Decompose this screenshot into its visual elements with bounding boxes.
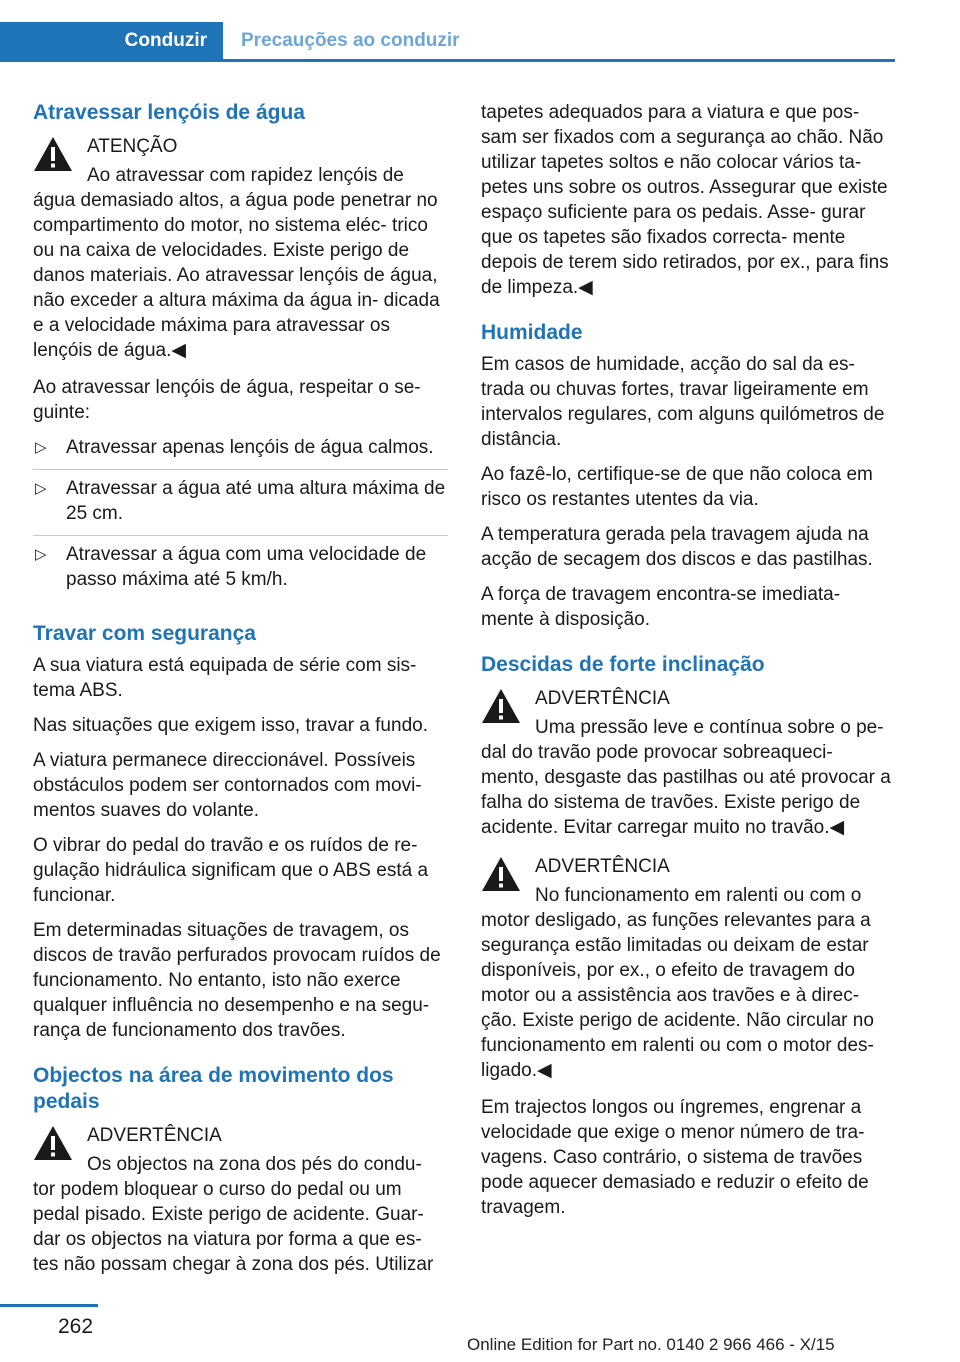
paragraph: A sua viatura está equipada de série com sis- tema ABS. <box>33 655 417 701</box>
warning-text: Os objectos na zona dos pés do condu- tor podem bloquear o curso do pedal ou um pedal pisado. Existe perigo de acidente. Guar- dar os objectos na viatura por forma a que es- tes não possam chegar à zona dos pés. Utilizar <box>33 1154 434 1275</box>
paragraph: Ao atravessar lençóis de água, respeitar o se- guinte: <box>33 377 421 423</box>
triangle-bullet-icon: ▷ <box>35 439 47 456</box>
paragraph: Em determinadas situações de travagem, os discos de travão perfurados provocam ruídos de funcionamento. No entanto, isto não exerce qualquer influência no desempenho e na segu- rança de funcionamento dos travões. <box>33 920 441 1041</box>
list-item: ▷ Atravessar a água com uma velocidade de passo máxima até 5 km/h. <box>35 544 427 590</box>
heading-objectos: Objectos na área de movimento dos pedais <box>33 1064 394 1113</box>
warning-title: ADVERTÊNCIA <box>535 688 670 709</box>
subsection-tab: Precauções ao conduzir <box>241 30 460 51</box>
paragraph: Em casos de humidade, acção do sal da es- trada ou chuvas fortes, travar ligeiramente em intervalos regulares, com alguns quilómetros de distância. <box>481 354 885 450</box>
warning-box <box>481 852 896 1083</box>
warning-box <box>33 1121 448 1277</box>
list-item: ▷ Atravessar a água até uma altura máxima de 25 cm. <box>33 476 448 536</box>
warning-text: Uma pressão leve e contínua sobre o pe- dal do travão pode provocar sobreaqueci- mento, desgaste das pastilhas ou até provocar a falha do sistema de travões. Existe perigo de acidente. Evitar carregar muito no travão.◀ <box>481 717 891 838</box>
paragraph: A viatura permanece direccionável. Possíveis obstáculos podem ser contornados com movi- mentos suaves do volante. <box>33 750 422 821</box>
paragraph: A temperatura gerada pela travagem ajuda na acção de secagem dos discos e das pastilhas. <box>481 524 873 570</box>
heading-humidade: Humidade <box>481 321 583 344</box>
warning-title: ADVERTÊNCIA <box>87 1125 222 1146</box>
footer-rule <box>0 1304 98 1307</box>
warning-box <box>481 684 896 840</box>
edition-text: Online Edition for Part no. 0140 2 966 466 - X/15 <box>467 1335 835 1354</box>
triangle-bullet-icon: ▷ <box>35 546 47 563</box>
heading-descidas: Descidas de forte inclinação <box>481 653 765 676</box>
left-column <box>33 100 448 1289</box>
heading-travar: Travar com segurança <box>33 622 256 645</box>
warning-title: ATENÇÃO <box>87 136 178 157</box>
paragraph: Em trajectos longos ou íngremes, engrenar a velocidade que exige o menor número de tra- vagens. Caso contrário, o sistema de travões pode aquecer demasiado e reduzir o efeito de travagem. <box>481 1097 869 1218</box>
warning-text: No funcionamento em ralenti ou com o motor desligado, as funções relevantes para a segurança estão limitadas ou deixam de estar disponíveis, por ex., o efeito de travagem do motor ou a assistência aos travões e à direc- ção. Existe perigo de acidente. Não circular no funcionamento em ralenti ou com o motor des- ligado.◀ <box>481 885 874 1081</box>
section-tab: Conduzir <box>0 22 223 60</box>
paragraph: O vibrar do pedal do travão e os ruídos de re- gulação hidráulica significam que o ABS está a funcionar. <box>33 835 429 906</box>
page-header <box>0 0 895 62</box>
warning-box <box>33 132 448 363</box>
paragraph: tapetes adequados para a viatura e que pos- sam ser fixados com a segurança ao chão. Não utilizar tapetes soltos e não colocar vários ta- petes uns sobre os outros. Assegurar que existe espaço suficiente para os pedais. Asse- gurar que os tapetes são fixados correcta- mente depois de terem sido retirados, por ex., para fins de limpeza.◀ <box>481 102 889 298</box>
paragraph: A força de travagem encontra-se imediata- mente à disposição. <box>481 584 841 630</box>
warning-triangle-icon <box>481 688 521 724</box>
warning-triangle-icon <box>481 856 521 892</box>
triangle-bullet-icon: ▷ <box>35 480 47 497</box>
paragraph: Ao fazê-lo, certifique-se de que não coloca em risco os restantes utentes da via. <box>481 464 873 510</box>
page-number: 262 <box>58 1315 94 1338</box>
warning-text: Ao atravessar com rapidez lençóis de água demasiado altos, a água pode penetrar no compartimento do motor, no sistema eléc- trico ou na caixa de velocidades. Existe perigo de danos materiais. Ao atravessar lençóis de água, não exceder a altura máxima da água in- dicada e a velocidade máxima para atravessar os lençóis de água.◀ <box>33 165 440 361</box>
warning-triangle-icon <box>33 1125 73 1161</box>
right-column <box>481 100 896 1230</box>
warning-title: ADVERTÊNCIA <box>535 856 670 877</box>
heading-atravessar: Atravessar lençóis de água <box>33 101 305 124</box>
bullet-list <box>33 435 448 601</box>
header-rule <box>0 59 895 62</box>
list-item: ▷ Atravessar apenas lençóis de água calmos. <box>33 435 448 470</box>
warning-triangle-icon <box>33 136 73 172</box>
paragraph: Nas situações que exigem isso, travar a fundo. <box>33 715 428 736</box>
